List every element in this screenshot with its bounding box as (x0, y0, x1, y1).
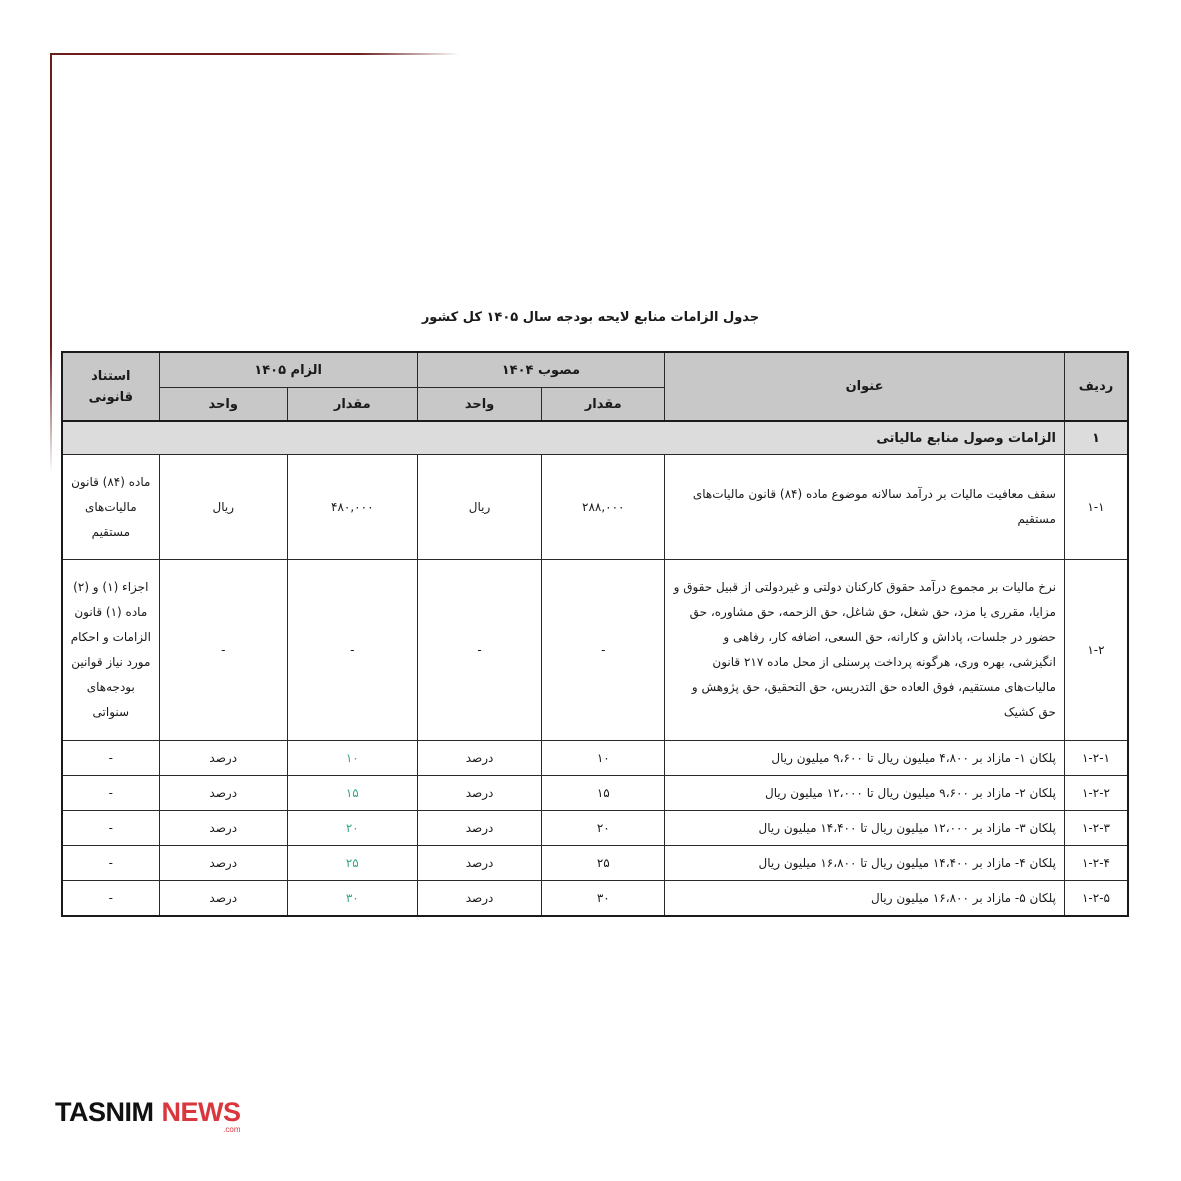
tier-radif: ۱-۲-۵ (1064, 881, 1128, 917)
table-row (62, 560, 1128, 741)
section-radif: ۱ (1064, 421, 1128, 455)
row-legal-basis: اجزاء (۱) و (۲) ماده (۱) قانون الزامات و احکام مورد نیاز قوانین بودجه‌های سنواتی (62, 560, 159, 741)
header-requirement-1405: الزام ۱۴۰۵ (159, 352, 417, 388)
tier-legal-basis: - (62, 811, 159, 846)
section-row (62, 421, 1128, 455)
header-legal-basis (62, 352, 159, 421)
row-unit-1404: ریال (417, 455, 542, 560)
tier-title: پلکان ۴- مازاد بر ۱۴،۴۰۰ میلیون ریال تا ۱۶،۸۰۰ میلیون ریال (665, 846, 1065, 881)
tier-amount-1405: ۱۵ (287, 776, 417, 811)
header-legal-basis-line1: استناد (91, 368, 131, 384)
header-radif: ردیف (1064, 352, 1128, 421)
row-amount-1404: ۲۸۸,۰۰۰ (542, 455, 665, 560)
row-legal-basis: ماده (۸۴) قانون مالیات‌های مستقیم (62, 455, 159, 560)
tier-unit-1405: درصد (159, 846, 287, 881)
tier-amount-1405: ۳۰ (287, 881, 417, 917)
tier-amount-1404: ۱۰ (542, 741, 665, 776)
row-radif: ۱-۲ (1064, 560, 1128, 741)
row-title: سقف معافیت مالیات بر درآمد سالانه موضوع ماده (۸۴) قانون مالیات‌های مستقیم (665, 455, 1065, 560)
tier-title: پلکان ۳- مازاد بر ۱۲،۰۰۰ میلیون ریال تا ۱۴،۴۰۰ میلیون ریال (665, 811, 1065, 846)
tasnim-news-logo (55, 1097, 241, 1134)
logo-word-news: NEWS (161, 1097, 241, 1127)
row-title: نرخ مالیات بر مجموع درآمد حقوق کارکنان دولتی و غیردولتی از قبیل حقوق و مزایا، مقرری یا مزد، حق شغل، حق شاغل، حق الزحمه، حق مشاوره، حق حضور در جلسات، پاداش و کارانه، حق السعی، اضافه کار، رفاهی و انگیزشی، بهره وری، هرگونه پرداخت پرسنلی از محل ماده ۲۱۷ قانون مالیات‌های مستقیم، فوق العاده حق التدریس، حق التحقیق، حق پژوهش و حق کشیک (665, 560, 1065, 741)
tier-row (62, 811, 1128, 846)
header-unit-1404: واحد (417, 388, 542, 422)
tier-legal-basis: - (62, 741, 159, 776)
section-title: الزامات وصول منابع مالیاتی (62, 421, 1064, 455)
tier-radif: ۱-۲-۳ (1064, 811, 1128, 846)
header-approved-1404: مصوب ۱۴۰۴ (417, 352, 664, 388)
tier-radif: ۱-۲-۴ (1064, 846, 1128, 881)
tier-radif: ۱-۲-۲ (1064, 776, 1128, 811)
tier-amount-1405: ۲۵ (287, 846, 417, 881)
budget-requirements-table (61, 351, 1129, 917)
tier-amount-1405: ۲۰ (287, 811, 417, 846)
table-row (62, 455, 1128, 560)
tier-amount-1404: ۲۰ (542, 811, 665, 846)
tier-unit-1405: درصد (159, 776, 287, 811)
tier-legal-basis: - (62, 846, 159, 881)
tier-amount-1405: ۱۰ (287, 741, 417, 776)
header-title: عنوان (665, 352, 1065, 421)
tier-title: پلکان ۵- مازاد بر ۱۶،۸۰۰ میلیون ریال (665, 881, 1065, 917)
tier-legal-basis: - (62, 776, 159, 811)
header-legal-basis-line2: قانونی (88, 389, 134, 405)
row-radif: ۱-۱ (1064, 455, 1128, 560)
row-unit-1405: - (159, 560, 287, 741)
tier-unit-1405: درصد (159, 741, 287, 776)
tier-unit-1405: درصد (159, 881, 287, 917)
row-amount-1405: ۴۸۰,۰۰۰ (287, 455, 417, 560)
header-amount-1405: مقدار (287, 388, 417, 422)
row-amount-1405: - (287, 560, 417, 741)
tier-row (62, 741, 1128, 776)
tier-unit-1404: درصد (417, 776, 542, 811)
tier-unit-1404: درصد (417, 846, 542, 881)
header-unit-1405: واحد (159, 388, 287, 422)
row-unit-1405: ریال (159, 455, 287, 560)
tier-amount-1404: ۳۰ (542, 881, 665, 917)
tier-unit-1404: درصد (417, 881, 542, 917)
row-amount-1404: - (542, 560, 665, 741)
tier-unit-1405: درصد (159, 811, 287, 846)
tier-legal-basis: - (62, 881, 159, 917)
tier-amount-1404: ۱۵ (542, 776, 665, 811)
tier-title: پلکان ۱- مازاد بر ۴،۸۰۰ میلیون ریال تا ۹،۶۰۰ میلیون ریال (665, 741, 1065, 776)
tier-title: پلکان ۲- مازاد بر ۹،۶۰۰ میلیون ریال تا ۱۲،۰۰۰ میلیون ریال (665, 776, 1065, 811)
row-unit-1404: - (417, 560, 542, 741)
tier-unit-1404: درصد (417, 811, 542, 846)
tier-row (62, 881, 1128, 917)
decorative-frame-left (50, 53, 52, 473)
document-title: جدول الزامات منابع لایحه بودجه سال ۱۴۰۵ کل کشور (421, 310, 760, 325)
header-amount-1404: مقدار (542, 388, 665, 422)
tier-row (62, 776, 1128, 811)
logo-suffix: .com (223, 1125, 241, 1134)
logo-word-tasnim: TASNIM (55, 1097, 154, 1127)
tier-unit-1404: درصد (417, 741, 542, 776)
tier-row (62, 846, 1128, 881)
tier-amount-1404: ۲۵ (542, 846, 665, 881)
tier-radif: ۱-۲-۱ (1064, 741, 1128, 776)
decorative-frame-top (50, 53, 460, 55)
